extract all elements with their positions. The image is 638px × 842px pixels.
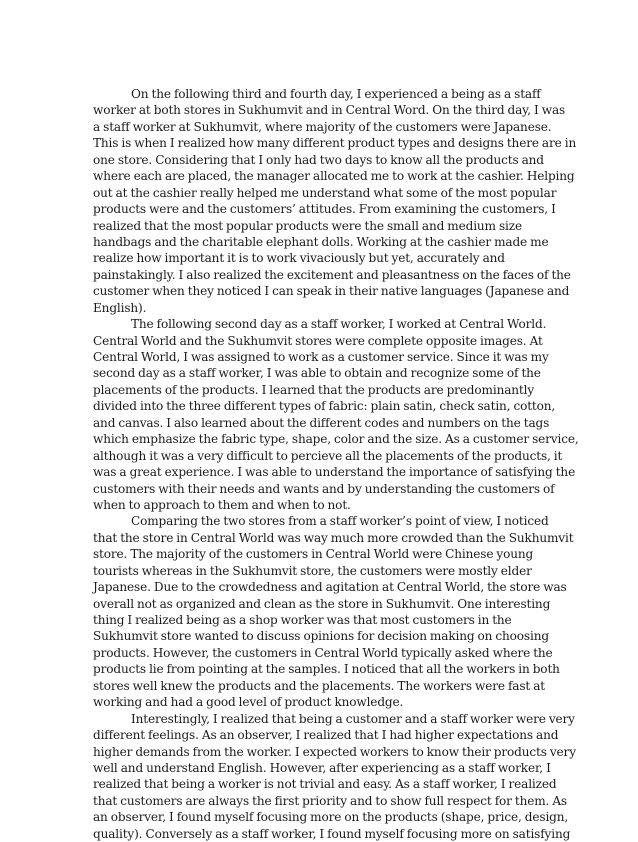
paragraph — [93, 513, 574, 710]
text-line: was a great experience. I was able to understand the importance of satisfying the — [93, 465, 576, 480]
text-line: Interestingly, I realized that being a customer and a staff worker were very — [131, 711, 575, 726]
text-line: and canvas. I also learned about the different codes and numbers on the tags — [93, 415, 550, 430]
paragraph — [93, 711, 576, 842]
text-line: On the following third and fourth day, I experienced a being as a staff — [131, 87, 541, 101]
text-line: realized that the most popular products were the small and medium size — [93, 218, 522, 233]
text-line: English). — [93, 300, 147, 315]
text-line: realized that being a worker is not trivial and easy. As a staff worker, I realized — [93, 777, 557, 792]
text-line: one store. Considering that I only had two days to know all the products and — [93, 152, 544, 167]
text-line: that customers are always the first priority and to show full respect for them. As — [93, 793, 567, 808]
text-line: customer when they noticed I can speak in their native languages (Japanese and — [93, 284, 570, 299]
text-line: worker at both stores in Sukhumvit and in Central Word. On the third day, I was — [93, 103, 566, 118]
text-line: stores well knew the products and the placements. The workers were fast at — [93, 678, 545, 693]
text-line: working and had a good level of product knowledge. — [93, 695, 404, 710]
text-line: products. However, the customers in Central World typically asked where the — [93, 645, 553, 660]
text-line: higher demands from the worker. I expected workers to know their products very — [93, 744, 576, 759]
text-line: a staff worker at Sukhumvit, where majority of the customers were Japanese. — [93, 119, 552, 134]
text-line: where each are placed, the manager allocated me to work at the cashier. Helping — [93, 169, 575, 184]
text-line: tourists whereas in the Sukhumvit store, the customers were mostly elder — [93, 563, 532, 578]
text-line: quality). Conversely as a staff worker, I found myself focusing more on satisfying — [93, 826, 571, 841]
text-line: second day as a staff worker, I was able to obtain and recognize some of the — [93, 366, 541, 381]
text-line: an observer, I found myself focusing more on the products (shape, price, design, — [93, 810, 569, 825]
text-line: thing I realized being as a shop worker was that most customers in the — [93, 613, 512, 627]
text-line: Central World, I was assigned to work as a customer service. Since it was my — [93, 350, 549, 364]
text-line: placements of the products. I learned that the products are predominantly — [93, 382, 535, 397]
text-line: although it was a very difficult to percieve all the placements of the products, it — [93, 448, 563, 463]
text-line: different feelings. As an observer, I realized that I had higher expectations and — [93, 728, 559, 743]
text-line: Central World and the Sukhumvit stores were complete opposite images. At — [93, 333, 543, 348]
text-line: which emphasize the fabric type, shape, color and the size. As a customer service, — [93, 432, 579, 447]
paragraph — [93, 86, 577, 316]
text-line: realize how important it is to work vivaciously but yet, accurately and — [93, 251, 505, 266]
text-line: customers with their needs and wants and by understanding the customers of — [93, 481, 555, 496]
text-line: divided into the three different types of fabric: plain satin, check satin, cotton, — [93, 399, 556, 414]
text-line: well and understand English. However, after experiencing as a staff worker, I — [93, 760, 551, 775]
text-line: Sukhumvit store wanted to discuss opinions for decision making on choosing — [93, 629, 549, 644]
text-line: that the store in Central World was way much more crowded than the Sukhumvit — [93, 530, 574, 545]
text-line: The following second day as a staff worker, I worked at Central World. — [131, 317, 547, 332]
text-line: This is when I realized how many different product types and designs there are in — [93, 136, 577, 151]
text-line: Comparing the two stores from a staff worker’s point of view, I noticed — [131, 514, 549, 529]
text-line: painstakingly. I also realized the excitement and pleasantness on the faces of the — [93, 267, 571, 282]
text-line: Japanese. Due to the crowdedness and agitation at Central World, the store was — [93, 580, 567, 595]
text-line: when to approach to them and when to not. — [93, 497, 351, 512]
text-line: overall not as organized and clean as the store in Sukhumvit. One interesting — [93, 596, 551, 611]
text-line: out at the cashier really helped me understand what some of the most popular — [93, 185, 557, 200]
text-line: handbags and the charitable elephant dolls. Working at the cashier made me — [93, 234, 549, 249]
text-line: store. The majority of the customers in Central World were Chinese young — [93, 547, 534, 562]
text-line: products lie from pointing at the samples. I noticed that all the workers in both — [93, 662, 560, 677]
text-line: products were and the customers’ attitudes. From examining the customers, I — [93, 202, 556, 217]
paragraph — [93, 316, 579, 513]
body-text — [93, 86, 579, 842]
